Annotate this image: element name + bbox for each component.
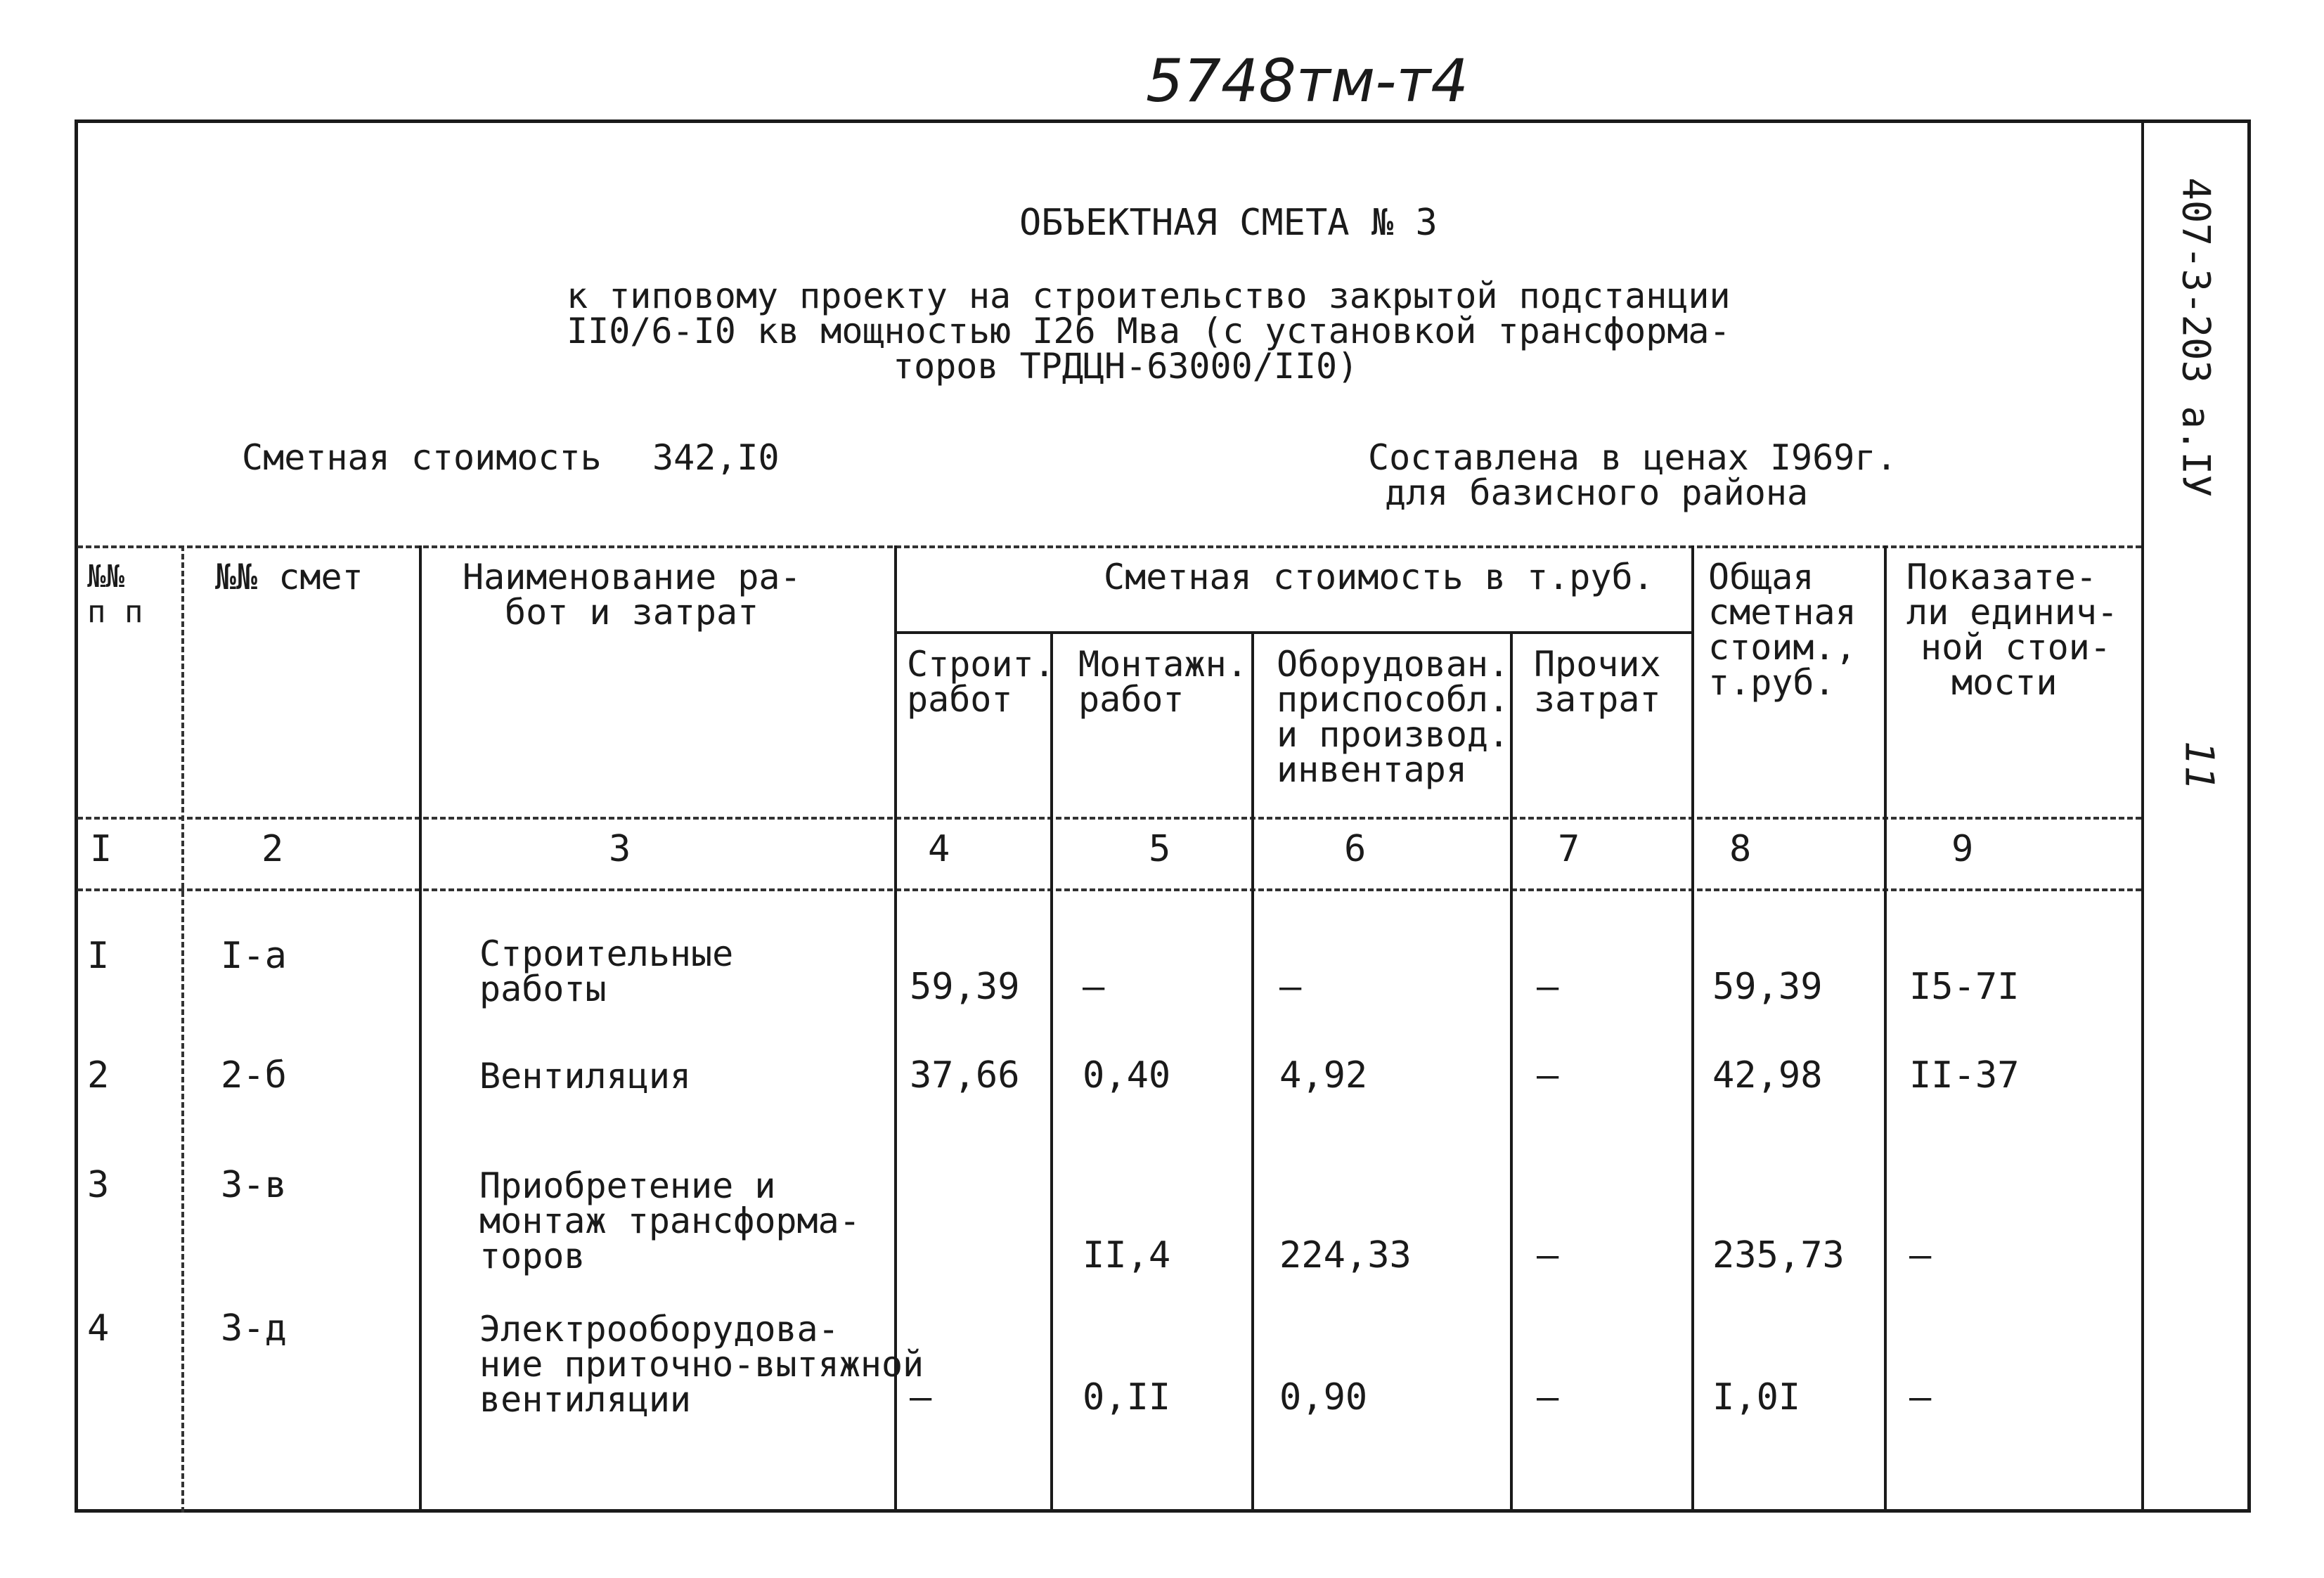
subtitle-line-3: торов ТРДЦН-63000/II0) [893, 346, 1359, 387]
row1-col8: 59,39 [1712, 966, 1823, 1008]
row4-col9: – [1909, 1376, 1932, 1418]
header-col4: Строит. работ [907, 644, 1055, 720]
row4-num: 4 [87, 1307, 110, 1350]
prices-line-1: Составлена в ценах I969г. [1368, 437, 1897, 478]
row2-col9: II-37 [1909, 1054, 2020, 1097]
prices-line-2: для базисного района [1385, 472, 1809, 513]
col-divider-5 [1251, 631, 1254, 1513]
row1-col4: 59,39 [910, 966, 1020, 1008]
row3-col5: II,4 [1083, 1234, 1171, 1276]
document-title: ОБЪЕКТНАЯ СМЕТА № 3 [1019, 202, 1438, 244]
group-header-rule [894, 631, 1691, 634]
side-strip-divider [2141, 119, 2144, 1513]
table-top-rule [77, 545, 2141, 548]
colnum-6: 6 [1344, 828, 1367, 870]
header-col6: Оборудован. приспособл. и производ. инвентаря [1277, 644, 1510, 790]
row2-estimate: 2-б [221, 1054, 287, 1097]
header-col7: Прочих затрат [1534, 644, 1661, 720]
row3-col6: 224,33 [1279, 1234, 1412, 1276]
row1-col9: I5-7I [1909, 966, 2020, 1008]
row1-estimate: I-а [221, 935, 287, 977]
header-col8: Общая сметная стоим., т.руб. [1708, 557, 1857, 703]
row4-estimate: 3-д [221, 1307, 287, 1350]
header-bottom-rule [77, 817, 2141, 820]
row4-col8: I,0I [1712, 1376, 1801, 1418]
col-divider-6 [1510, 631, 1513, 1513]
col-divider-1 [181, 545, 184, 1513]
row1-col6: – [1279, 966, 1302, 1008]
header-col5: Монтажн. работ [1078, 644, 1248, 720]
col-divider-2 [419, 545, 422, 1513]
row3-name: Приобретение и монтаж трансформа- торов [479, 1165, 860, 1276]
row4-col6: 0,90 [1279, 1376, 1368, 1418]
row2-col5: 0,40 [1083, 1054, 1171, 1097]
row3-col7: – [1537, 1234, 1559, 1276]
side-code: 407-3-203 а.IУ [2174, 177, 2219, 498]
colnum-bottom-rule [77, 888, 2141, 891]
row1-col5: – [1083, 966, 1105, 1008]
row4-col7: – [1537, 1376, 1559, 1418]
row1-name: Строительные работы [479, 933, 734, 1009]
colnum-1: I [90, 828, 112, 870]
row3-col8: 235,73 [1712, 1234, 1845, 1276]
colnum-2: 2 [262, 828, 284, 870]
col-divider-8 [1884, 545, 1887, 1513]
subtitle-line-1: к типовому проекту на строительство закрытой подстанции [567, 276, 1731, 316]
row2-col6: 4,92 [1279, 1054, 1368, 1097]
colnum-7: 7 [1558, 828, 1580, 870]
row2-col7: – [1537, 1054, 1559, 1097]
handwritten-code: 5748тм-т4 [1146, 46, 1468, 115]
header-col9: Показате- ли единич- ной стои- мости [1906, 557, 2119, 703]
row3-num: 3 [87, 1164, 110, 1206]
cost-label: Сметная стоимость [242, 437, 602, 478]
cost-value: 342,I0 [652, 437, 780, 478]
row2-col4: 37,66 [910, 1054, 1020, 1097]
colnum-3: 3 [609, 828, 631, 870]
colnum-9: 9 [1951, 828, 1974, 870]
header-name: Наименование ра- бот и затрат [463, 557, 801, 633]
subtitle-line-2: II0/6-I0 кв мощностью I26 Мва (с установкой трансформа- [567, 311, 1731, 351]
header-group-cost: Сметная стоимость в т.руб. [1104, 557, 1654, 597]
row4-col4: – [910, 1376, 932, 1418]
row3-col9: – [1909, 1234, 1932, 1276]
header-estimate-number: №№ смет [215, 557, 363, 597]
row4-name: Электрооборудова- ние приточно-вытяжной вентиляции [479, 1309, 924, 1420]
row2-col8: 42,98 [1712, 1054, 1823, 1097]
row2-num: 2 [87, 1054, 110, 1097]
header-num: №№ п п [87, 559, 143, 630]
col-divider-7 [1691, 545, 1694, 1513]
colnum-5: 5 [1149, 828, 1171, 870]
page-number: 11 [2176, 741, 2222, 791]
row4-col5: 0,II [1083, 1376, 1171, 1418]
row1-col7: – [1537, 966, 1559, 1008]
row1-num: I [87, 935, 110, 977]
row3-estimate: 3-в [221, 1164, 287, 1206]
col-divider-4 [1050, 631, 1053, 1513]
colnum-8: 8 [1729, 828, 1752, 870]
colnum-4: 4 [928, 828, 950, 870]
row2-name: Вентиляция [479, 1056, 692, 1097]
